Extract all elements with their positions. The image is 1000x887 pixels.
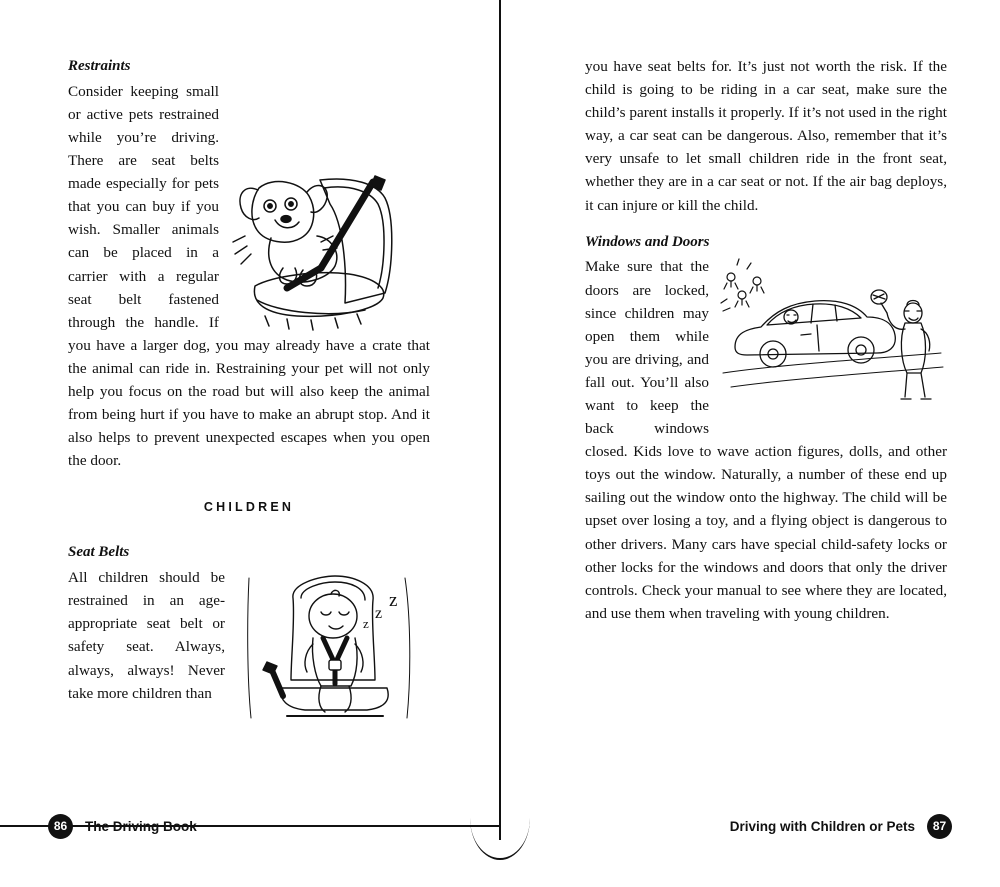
page-number-right: 87 bbox=[927, 814, 952, 839]
right-page-footer bbox=[730, 813, 952, 839]
section-header-children: CHILDREN bbox=[203, 500, 295, 515]
subheading-restraints: Restraints bbox=[68, 58, 131, 74]
right-page bbox=[500, 0, 1000, 887]
subheading-seat-belts: Seat Belts bbox=[68, 544, 130, 561]
footer-book-title: The Driving Book bbox=[85, 818, 197, 834]
right-page-column bbox=[585, 55, 947, 625]
baby-in-car-seat-illustration bbox=[235, 568, 430, 736]
paragraph-restraints: Consider keeping small or active pets restrained while you’re driving. There are seat belts made especially for pets that you can buy if you wish. Smaller animals can be placed in a carrier with a regular seat belt fastened through the handle. If you have a larger dog, you may already have a crate that the animal can ride in. Restraining your pet will not only help you focus on the road but will also keep the animal from being hurt if you have to make an abrupt stop. And it also helps to prevent unexpected escapes when you open the door. bbox=[68, 82, 430, 470]
svg-text:z: z bbox=[389, 590, 398, 612]
paragraph-windows-and-doors: Make sure that the doors are locked, since children may open them while you are driving, and fall out. You’ll also want to keep the back windows closed. Kids love to wave action figures, dolls, and other toys out the window. Naturally, a number of these end up sailing out the window onto the highway. The child will be upset over losing a toy, and a flying object is dangerous to other drivers. Many cars have special child-safety locks or other locks for the windows and doors that only the driver controls. Check your manual to see where they are located, and use them when traveling with young children. bbox=[585, 258, 947, 622]
svg-text:z: z bbox=[375, 605, 383, 623]
paragraph-seat-belts: All children should be restrained in an age-appropriate seat belt or safety seat. Always, always, always! Never take more children than bbox=[68, 569, 225, 702]
dog-in-car-seat-illustration bbox=[225, 118, 430, 333]
footer-running-head: Driving with Children or Pets bbox=[729, 818, 915, 834]
book-spine bbox=[499, 0, 501, 840]
subheading-windows-and-doors: Windows and Doors bbox=[585, 233, 710, 250]
paragraph-continued: you have seat belts for. It’s just not worth the risk. If the child is going to be riding in a car seat, make sure the child’s parent installs it properly. If it’s not used in the right way, a car seat can be dangerous. Also, remember that it’s very unsafe to let small children ride in the front seat, whether they are in a car seat or not. If the air bag deploys, it can injure or kill the child. bbox=[585, 58, 947, 214]
car-tossing-toys-illustration bbox=[717, 255, 947, 420]
left-page-column bbox=[68, 55, 430, 740]
svg-text:z: z bbox=[363, 616, 369, 632]
page-number-left: 86 bbox=[48, 814, 73, 839]
left-page-footer bbox=[48, 813, 197, 839]
